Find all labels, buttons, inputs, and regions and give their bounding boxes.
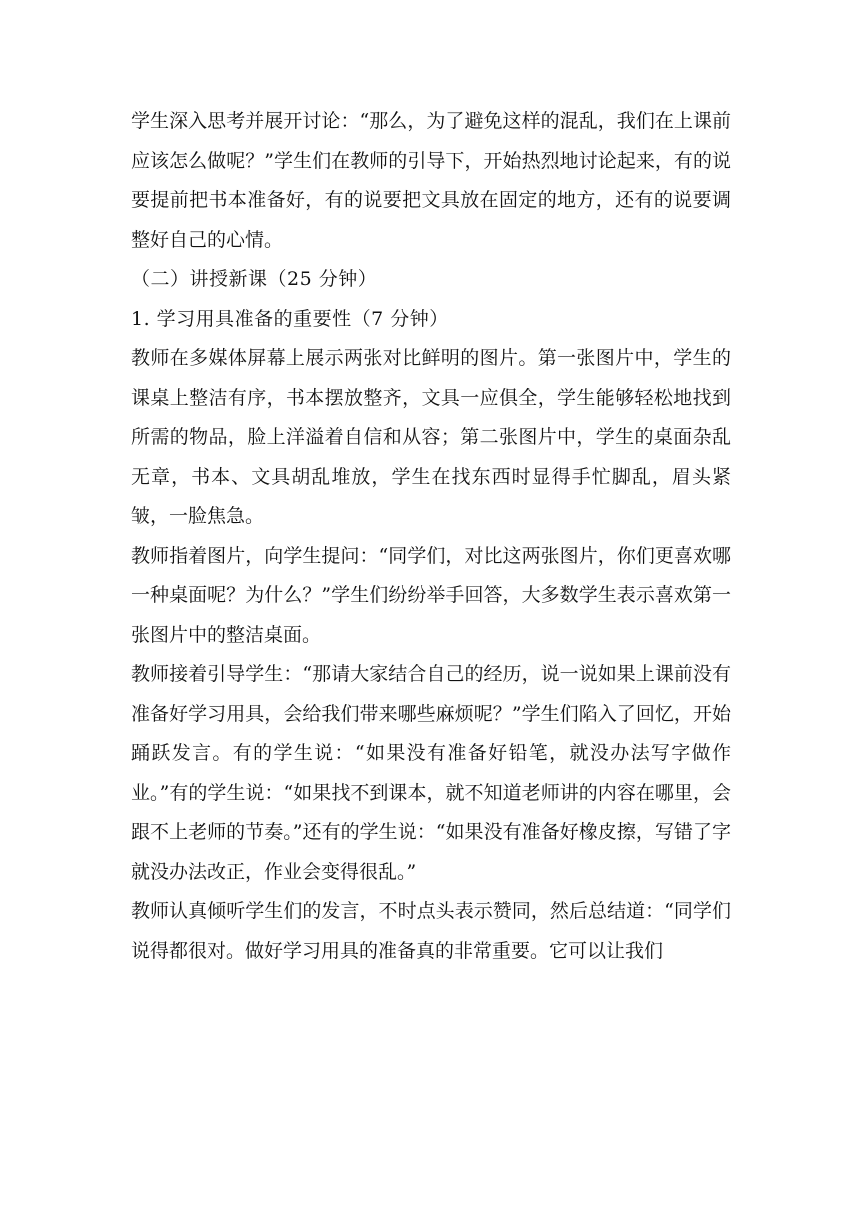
paragraph-student-answers: 教师接着引导学生：“那请大家结合自己的经历，说一说如果上课前没有准备好学习用具，会给我们带来哪些麻烦呢？”学生们陷入了回忆，开始踊跃发言。有的学生说：“如果没有准备好铅笔，就没办法写字做作业。”有的学生说：“如果找不到课本，就不知道老师讲的内容在哪里，会跟不上老师的节奏。”还有的学生说：“如果没有准备好橡皮擦，写错了字就没办法改正，作业会变得很乱。” [131, 663, 731, 883]
document-page [131, 102, 731, 971]
paragraph-pictures: 教师在多媒体屏幕上展示两张对比鲜明的图片。第一张图片中，学生的课桌上整洁有序，书本摆放整齐，文具一应俱全，学生能够轻松地找到所需的物品，脸上洋溢着自信和从容；第二张图片中，学生的桌面杂乱无章，书本、文具胡乱堆放，学生在找东西时显得手忙脚乱，眉头紧皱，一脸焦急。 [131, 347, 731, 527]
subsection-heading-importance: 1. 学习用具准备的重要性（7 分钟） [131, 307, 449, 330]
paragraph-discussion: 学生深入思考并展开讨论：“那么，为了避免这样的混乱，我们在上课前应该怎么做呢？”学生们在教师的引导下，开始热烈地讨论起来，有的说要提前把书本准备好，有的说要把文具放在固定的地方，还有的说要调整好自己的心情。 [131, 110, 731, 251]
section-heading-new-lesson: （二）讲授新课（25 分钟） [131, 268, 378, 290]
paragraph-question: 教师指着图片，向学生提问：“同学们，对比这两张图片，你们更喜欢哪一种桌面呢？为什么？”学生们纷纷举手回答，大多数学生表示喜欢第一张图片中的整洁桌面。 [131, 544, 731, 646]
paragraph-teacher-summary: 教师认真倾听学生们的发言，不时点头表示赞同，然后总结道：“同学们说得都很对。做好学习用具的准备真的非常重要。它可以让我们 [131, 900, 731, 962]
